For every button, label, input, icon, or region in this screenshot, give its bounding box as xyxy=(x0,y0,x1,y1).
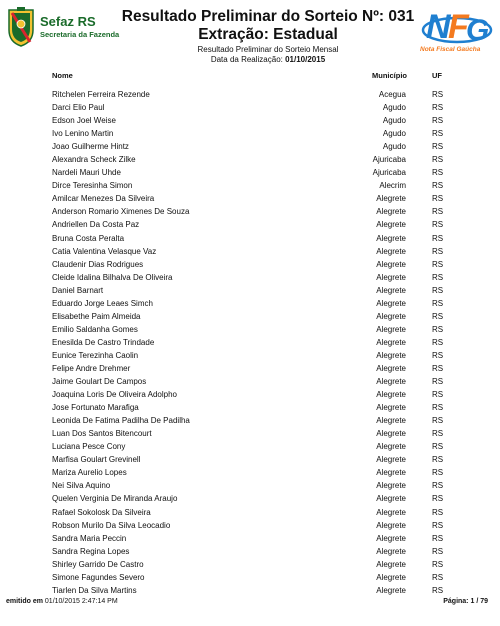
page-subtitle xyxy=(118,45,418,65)
nfg-label: Nota Fiscal Gaúcha xyxy=(420,46,481,53)
row-municipio: Alegrete xyxy=(376,220,406,230)
row-uf: RS xyxy=(432,520,444,530)
row-municipio: Alegrete xyxy=(376,481,406,491)
row-municipio: Agudo xyxy=(382,129,406,139)
row-uf: RS xyxy=(432,311,444,321)
row-nome: Quelen Verginia De Miranda Araujo xyxy=(52,494,178,504)
row-municipio: Agudo xyxy=(382,116,406,126)
row-municipio: Alegrete xyxy=(376,350,406,360)
row-nome: Eunice Terezinha Caolin xyxy=(52,350,139,360)
table-row xyxy=(0,440,500,453)
row-uf: RS xyxy=(432,494,444,504)
row-nome: Andriellen Da Costa Paz xyxy=(52,220,140,230)
row-municipio: Alegrete xyxy=(376,390,406,400)
table-row xyxy=(0,297,500,310)
svg-text:G: G xyxy=(466,14,490,46)
row-municipio: Alegrete xyxy=(376,194,406,204)
table-row xyxy=(0,479,500,492)
title-line-1: Resultado Preliminar do Sorteio Nº: 031 xyxy=(121,8,415,25)
table-row xyxy=(0,179,500,192)
table-row xyxy=(0,545,500,558)
nfg-logo xyxy=(418,6,496,58)
table-row xyxy=(0,232,500,245)
row-uf: RS xyxy=(432,390,444,400)
row-nome: Leonida De Fatima Padilha De Padilha xyxy=(52,416,190,426)
column-header-municipio: Município xyxy=(372,71,407,80)
row-nome: Felipe Andre Drehmer xyxy=(52,363,131,373)
row-municipio: Acegua xyxy=(378,90,406,99)
table-row xyxy=(0,245,500,258)
row-nome: Luan Dos Santos Bitencourt xyxy=(52,429,152,439)
table-row xyxy=(0,558,500,571)
row-uf: RS xyxy=(432,116,444,126)
row-uf: RS xyxy=(432,272,444,282)
row-municipio: Alecrim xyxy=(379,181,406,191)
row-municipio: Alegrete xyxy=(376,494,406,504)
row-nome: Bruna Costa Peralta xyxy=(52,233,125,243)
row-nome: Dirce Teresinha Simon xyxy=(52,181,133,191)
table-row xyxy=(0,114,500,127)
row-municipio: Alegrete xyxy=(376,311,406,321)
table-row xyxy=(0,166,500,179)
row-nome: Nardeli Mauri Uhde xyxy=(52,168,121,178)
row-municipio: Alegrete xyxy=(376,585,406,595)
table-row xyxy=(0,271,500,284)
row-nome: Cleide Idalina Bilhalva De Oliveira xyxy=(52,272,173,282)
table-row xyxy=(0,584,500,597)
table-row xyxy=(0,362,500,375)
table-row xyxy=(0,310,500,323)
row-nome: Joao Guilherme Hintz xyxy=(52,142,129,152)
column-header-nome: Nome xyxy=(52,71,73,80)
svg-text:N: N xyxy=(426,8,451,46)
row-municipio: Alegrete xyxy=(376,207,406,217)
row-municipio: Alegrete xyxy=(376,259,406,269)
table-row xyxy=(0,388,500,401)
row-uf: RS xyxy=(432,103,444,113)
row-nome: Alexandra Scheck Zilke xyxy=(52,155,136,165)
row-municipio: Agudo xyxy=(382,103,406,113)
row-uf: RS xyxy=(432,337,444,347)
table-row xyxy=(0,323,500,336)
row-nome: Sandra Regina Lopes xyxy=(52,546,130,556)
row-municipio: Alegrete xyxy=(376,272,406,282)
row-uf: RS xyxy=(432,233,444,243)
row-municipio: Alegrete xyxy=(376,377,406,387)
table-row xyxy=(0,336,500,349)
row-municipio: Alegrete xyxy=(376,285,406,295)
row-municipio: Alegrete xyxy=(376,442,406,452)
table-row xyxy=(0,258,500,271)
row-uf: RS xyxy=(432,481,444,491)
table-row xyxy=(0,571,500,584)
row-nome: Jaime Goulart De Campos xyxy=(52,377,147,387)
row-municipio: Alegrete xyxy=(376,520,406,530)
table-row xyxy=(0,506,500,519)
row-nome: Amilcar Menezes Da Silveira xyxy=(52,194,155,204)
column-header-uf: UF xyxy=(432,71,442,80)
row-nome: Catia Valentina Velasque Vaz xyxy=(52,246,157,256)
row-nome: Shirley Garrido De Castro xyxy=(52,559,144,569)
row-uf: RS xyxy=(432,324,444,334)
row-uf: RS xyxy=(432,90,444,99)
emitted-value: 01/10/2015 2:47:14 PM xyxy=(44,598,118,605)
row-uf: RS xyxy=(432,585,444,595)
row-uf: RS xyxy=(432,429,444,439)
row-uf: RS xyxy=(432,455,444,465)
row-municipio: Alegrete xyxy=(376,337,406,347)
table-row xyxy=(0,401,500,414)
row-uf: RS xyxy=(432,416,444,426)
table-row xyxy=(0,519,500,532)
row-nome: Joaquina Loris De Oliveira Adolpho xyxy=(52,390,177,400)
row-nome: Darci Elio Paul xyxy=(52,103,105,113)
title-line-2: Extração: Estadual xyxy=(198,26,338,43)
row-nome: Claudenir Dias Rodrigues xyxy=(52,259,144,269)
page-value: 1 / 79 xyxy=(470,598,488,605)
row-nome: Edson Joel Weise xyxy=(52,116,116,126)
row-uf: RS xyxy=(432,403,444,413)
row-municipio: Alegrete xyxy=(376,298,406,308)
table-row xyxy=(0,140,500,153)
row-uf: RS xyxy=(432,181,444,191)
row-uf: RS xyxy=(432,363,444,373)
row-municipio: Ajuricaba xyxy=(372,155,406,165)
row-uf: RS xyxy=(432,533,444,543)
table-row xyxy=(0,453,500,466)
row-municipio: Alegrete xyxy=(376,324,406,334)
table-row xyxy=(0,192,500,205)
row-municipio: Alegrete xyxy=(376,455,406,465)
date-value: 01/10/2015 xyxy=(285,55,326,64)
row-uf: RS xyxy=(432,559,444,569)
row-uf: RS xyxy=(432,468,444,478)
row-municipio: Alegrete xyxy=(376,572,406,582)
table-row xyxy=(0,153,500,166)
table-row xyxy=(0,127,500,140)
table-row xyxy=(0,101,500,114)
row-municipio: Alegrete xyxy=(376,546,406,556)
nfg-logo-icon xyxy=(418,6,496,46)
sefaz-name: Sefaz RS xyxy=(40,14,96,29)
row-nome: Ivo Lenino Martin xyxy=(52,129,114,139)
row-nome: Nei Silva Aquino xyxy=(52,481,111,491)
row-municipio: Alegrete xyxy=(376,246,406,256)
page-label: Página: xyxy=(443,598,469,605)
row-nome: Sandra Maria Peccin xyxy=(52,533,127,543)
row-municipio: Alegrete xyxy=(376,533,406,543)
row-municipio: Alegrete xyxy=(376,468,406,478)
row-nome: Emilio Saldanha Gomes xyxy=(52,324,138,334)
row-uf: RS xyxy=(432,129,444,139)
row-nome: Robson Murilo Da Silva Leocadio xyxy=(52,520,171,530)
row-uf: RS xyxy=(432,507,444,517)
row-uf: RS xyxy=(432,572,444,582)
table-row xyxy=(0,375,500,388)
row-uf: RS xyxy=(432,220,444,230)
sefaz-logo xyxy=(6,6,120,50)
row-uf: RS xyxy=(432,246,444,256)
date-label: Data da Realização: xyxy=(210,55,283,64)
row-uf: RS xyxy=(432,207,444,217)
row-uf: RS xyxy=(432,377,444,387)
table-row xyxy=(0,466,500,479)
row-uf: RS xyxy=(432,259,444,269)
sefaz-subtitle: Secretaria da Fazenda xyxy=(40,30,120,39)
row-uf: RS xyxy=(432,350,444,360)
row-nome: Simone Fagundes Severo xyxy=(52,572,145,582)
table-row xyxy=(0,218,500,231)
row-nome: Jose Fortunato Marafiga xyxy=(52,403,139,413)
row-uf: RS xyxy=(432,142,444,152)
row-municipio: Alegrete xyxy=(376,363,406,373)
row-nome: Luciana Pesce Cony xyxy=(52,442,126,452)
row-nome: Anderson Romario Ximenes De Souza xyxy=(52,207,190,217)
footer-emitted xyxy=(6,598,118,605)
table-row xyxy=(0,532,500,545)
results-table xyxy=(0,88,500,597)
table-row xyxy=(0,427,500,440)
table-row xyxy=(0,349,500,362)
row-uf: RS xyxy=(432,285,444,295)
row-nome: Rafael Sokolosk Da Silveira xyxy=(52,507,151,517)
table-row xyxy=(0,492,500,505)
table-row xyxy=(0,414,500,427)
row-uf: RS xyxy=(432,298,444,308)
page-title xyxy=(118,8,418,44)
date-line xyxy=(118,55,418,65)
row-nome: Eduardo Jorge Leaes Simch xyxy=(52,298,153,308)
row-nome: Enesilda De Castro Trindade xyxy=(52,337,155,347)
table-row xyxy=(0,88,500,101)
row-uf: RS xyxy=(432,194,444,204)
row-municipio: Alegrete xyxy=(376,559,406,569)
table-row xyxy=(0,284,500,297)
row-uf: RS xyxy=(432,442,444,452)
row-nome: Daniel Barnart xyxy=(52,285,104,295)
row-uf: RS xyxy=(432,168,444,178)
row-municipio: Alegrete xyxy=(376,507,406,517)
row-nome: Marfisa Goulart Grevinell xyxy=(52,455,141,465)
svg-text:F: F xyxy=(448,8,469,46)
row-nome: Mariza Aurelio Lopes xyxy=(52,468,127,478)
row-nome: Ritchelen Ferreira Rezende xyxy=(52,90,150,99)
row-nome: Tiarlen Da Silva Martins xyxy=(52,585,137,595)
row-municipio: Alegrete xyxy=(376,403,406,413)
subtitle-text: Resultado Preliminar do Sorteio Mensal xyxy=(197,45,339,54)
row-municipio: Agudo xyxy=(382,142,406,152)
row-municipio: Alegrete xyxy=(376,429,406,439)
table-row xyxy=(0,205,500,218)
emitted-label: emitido em xyxy=(6,598,43,605)
row-nome: Elisabethe Paim Almeida xyxy=(52,311,141,321)
row-uf: RS xyxy=(432,155,444,165)
row-municipio: Alegrete xyxy=(376,233,406,243)
row-municipio: Alegrete xyxy=(376,416,406,426)
footer-page xyxy=(443,598,488,605)
row-municipio: Ajuricaba xyxy=(372,168,406,178)
row-uf: RS xyxy=(432,546,444,556)
rs-crest-icon xyxy=(6,6,36,48)
